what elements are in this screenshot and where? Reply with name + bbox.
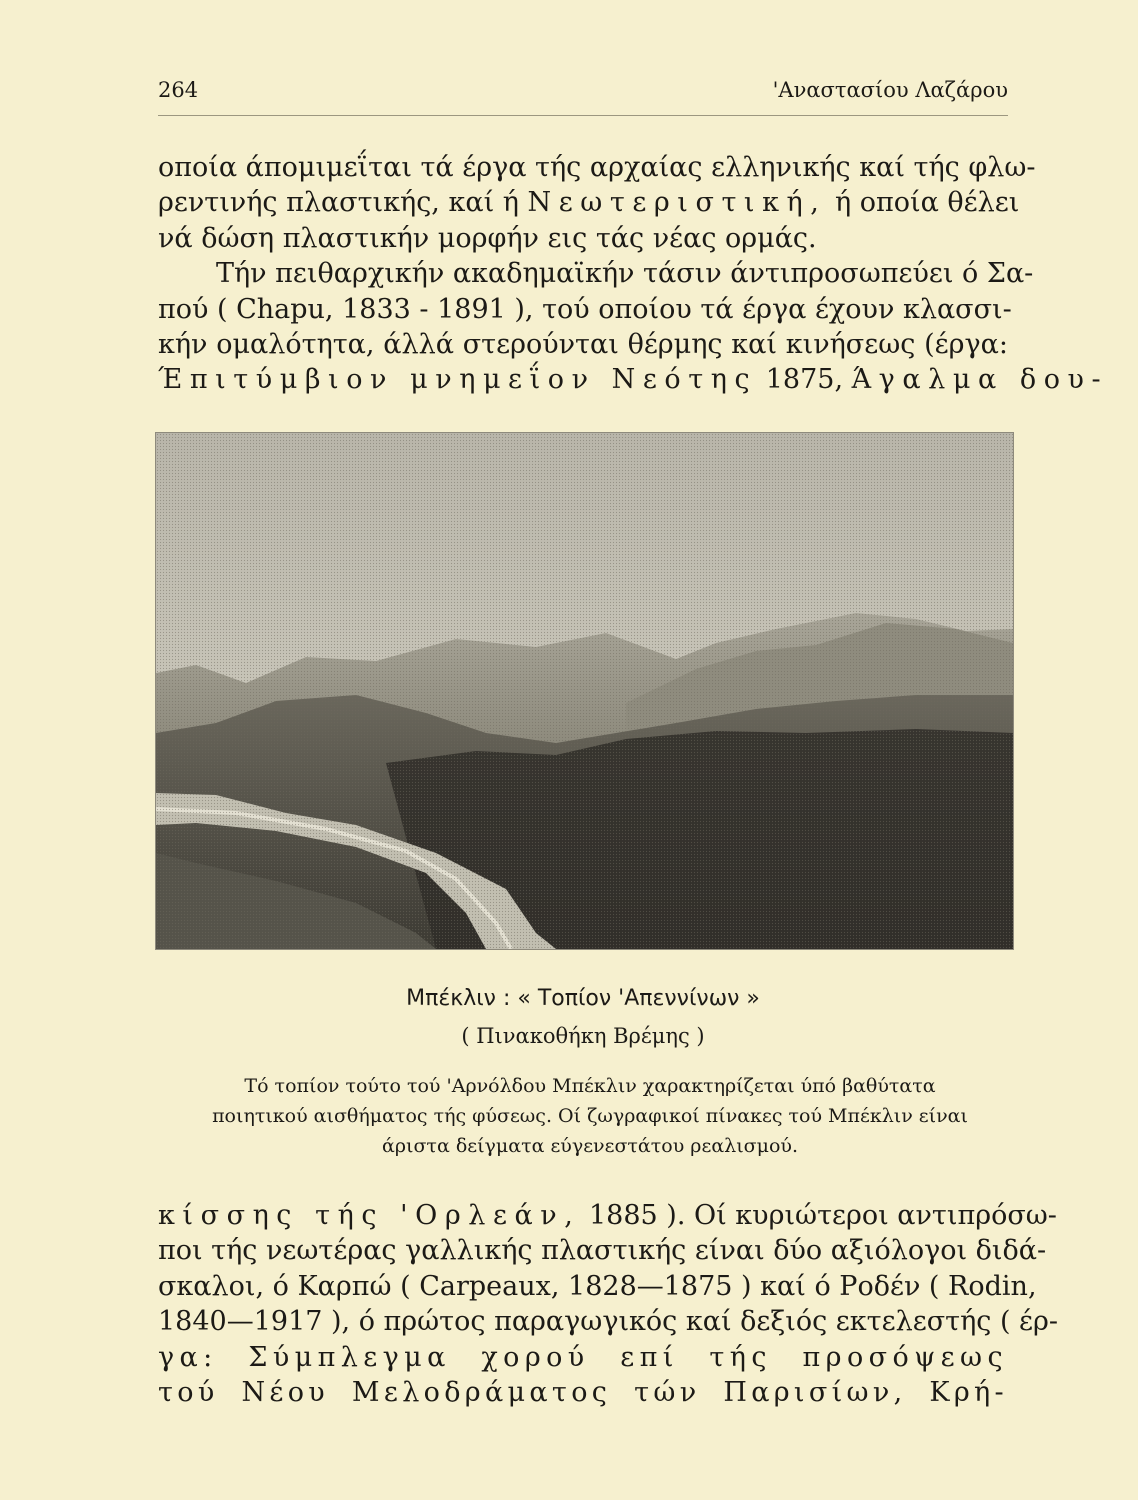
bottom-body-text xyxy=(158,1198,1059,1410)
running-title: 'Αναστασίου Λαζάρου xyxy=(772,78,1008,102)
text-line: 1840—1917 ), ό πρώτος παραγωγικός καί δεξιός εκτελεστής ( έρ- xyxy=(158,1306,1059,1338)
figure-location: ( Πινακοθήκη Βρέμης ) xyxy=(461,1024,705,1048)
header-rule xyxy=(158,115,1008,116)
spaced-title: Άγαλμα δου- xyxy=(851,364,1109,396)
text-line: σκαλοι, ό Καρπώ ( Carpeaux, 1828—1875 ) καί ό Ροδέν ( Rodin, xyxy=(158,1270,1037,1302)
text-line: τού Νέου Μελοδράματος τών Παρισίων, Κρή- xyxy=(158,1377,1008,1409)
figure-title: Μπέκλιν : « Τοπίον 'Απεννίνων » xyxy=(406,986,760,1011)
text-span: ρεντινής πλαστικής, καί ή xyxy=(158,187,528,219)
text-line: γα: Σύμπλεγμα χορού επί τής προσόψεως xyxy=(158,1341,1008,1373)
text-line: κήν ομαλότητα, άλλά στερούνται θέρμης καί κινήσεως (έργα: xyxy=(158,329,1008,361)
mountain-landscape-illustration xyxy=(156,433,1013,949)
spaced-term: Νεωτεριστική, xyxy=(527,187,827,219)
page-number: 264 xyxy=(158,78,199,102)
spaced-title: Έπιτύμβιον μνημεΐον Νεότης xyxy=(158,364,758,396)
landscape-plate xyxy=(155,432,1014,950)
figure-description: Τό τοπίον τούτο τού 'Αρνόλδου Μπέκλιν χαρακτηρίζεται ύπό βαθύτατα ποιητικού αισθήματος τής φύσεως. Οί ζωγραφικοί πίνακες τού Μπέκλιν είναι άριστα δείγματα εύγενεστάτου ρεαλισμού. xyxy=(212,1075,968,1157)
spaced-title: κίσσης τής 'Ορλεάν, xyxy=(158,1200,581,1231)
text-line: πού ( Chapu, 1833 - 1891 ), τού οποίου τά έργα έχουν κλασσι- xyxy=(158,293,1012,325)
text-span: 1885 ). Οί κυριώτεροι αντιπρόσω- xyxy=(580,1200,1057,1231)
halftone-screen xyxy=(156,433,1013,949)
text-line: οποία άπομιμεΐται τά έργα τής αρχαίας ελληνικής καί τής φλω- xyxy=(158,152,1036,183)
text-line xyxy=(158,1198,1057,1233)
text-span: ή οποία θέλει xyxy=(826,187,1020,219)
top-body-text xyxy=(158,150,1109,398)
text-line: Τήν πειθαρχικήν ακαδημαϊκήν τάσιν άντιπροσωπεύει ό Σα- xyxy=(216,258,1034,290)
text-line xyxy=(158,362,1109,397)
page-header xyxy=(158,78,1008,114)
text-line: νά δώση πλαστικήν μορφήν εις τάς νέας ορμάς. xyxy=(158,222,817,254)
text-line xyxy=(158,185,1020,220)
text-line: ποι τής νεωτέρας γαλλικής πλαστικής είναι δύο αξιόλογοι διδά- xyxy=(158,1235,1047,1267)
text-span: 1875, xyxy=(757,364,852,396)
